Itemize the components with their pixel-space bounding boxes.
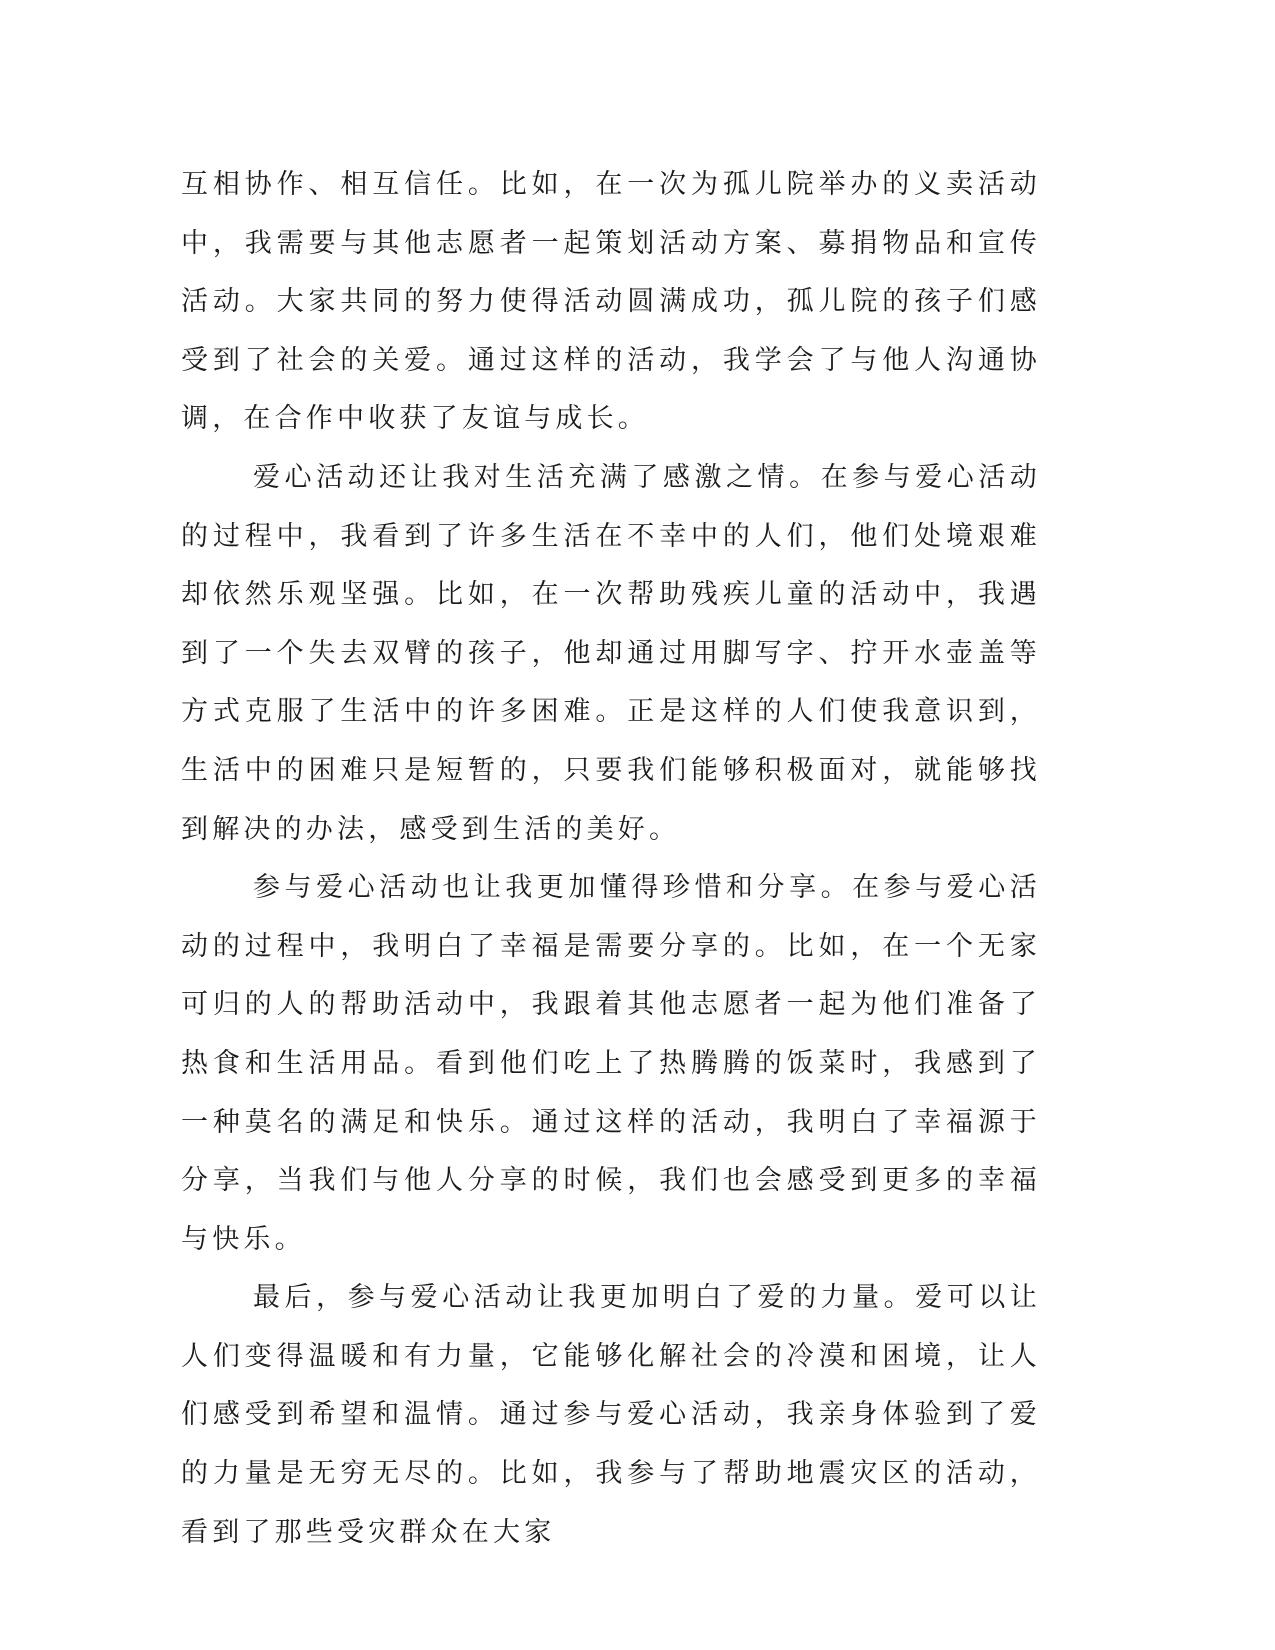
document-body	[181, 156, 1041, 1562]
paragraph-gratitude: 爱心活动还让我对生活充满了感激之情。在参与爱心活动的过程中，我看到了许多生活在不幸中的人们，他们处境艰难却依然乐观坚强。比如，在一次帮助残疾儿童的活动中，我遇到了一个失去双臂的孩子，他却通过用脚写字、拧开水壶盖等方式克服了生活中的许多困难。正是这样的人们使我意识到，生活中的困难只是短暂的，只要我们能够积极面对，就能够找到解决的办法，感受到生活的美好。	[181, 461, 1041, 845]
paragraph-power-of-love: 最后，参与爱心活动让我更加明白了爱的力量。爱可以让人们变得温暖和有力量，它能够化解社会的冷漠和困境，让人们感受到希望和温情。通过参与爱心活动，我亲身体验到了爱的力量是无穷无尽的。比如，我参与了帮助地震灾区的活动，看到了那些受灾群众在大家	[181, 1282, 1041, 1548]
paragraph-sharing: 参与爱心活动也让我更加懂得珍惜和分享。在参与爱心活动的过程中，我明白了幸福是需要分享的。比如，在一个无家可归的人的帮助活动中，我跟着其他志愿者一起为他们准备了热食和生活用品。看到他们吃上了热腾腾的饭菜时，我感到了一种莫名的满足和快乐。通过这样的活动，我明白了幸福源于分享，当我们与他人分享的时候，我们也会感受到更多的幸福与快乐。	[181, 872, 1041, 1255]
paragraph-continuation: 互相协作、相互信任。比如，在一次为孤儿院举办的义卖活动中，我需要与其他志愿者一起策划活动方案、募捐物品和宣传活动。大家共同的努力使得活动圆满成功，孤儿院的孩子们感受到了社会的关爱。通过这样的活动，我学会了与他人沟通协调，在合作中收获了友谊与成长。	[181, 169, 1041, 435]
